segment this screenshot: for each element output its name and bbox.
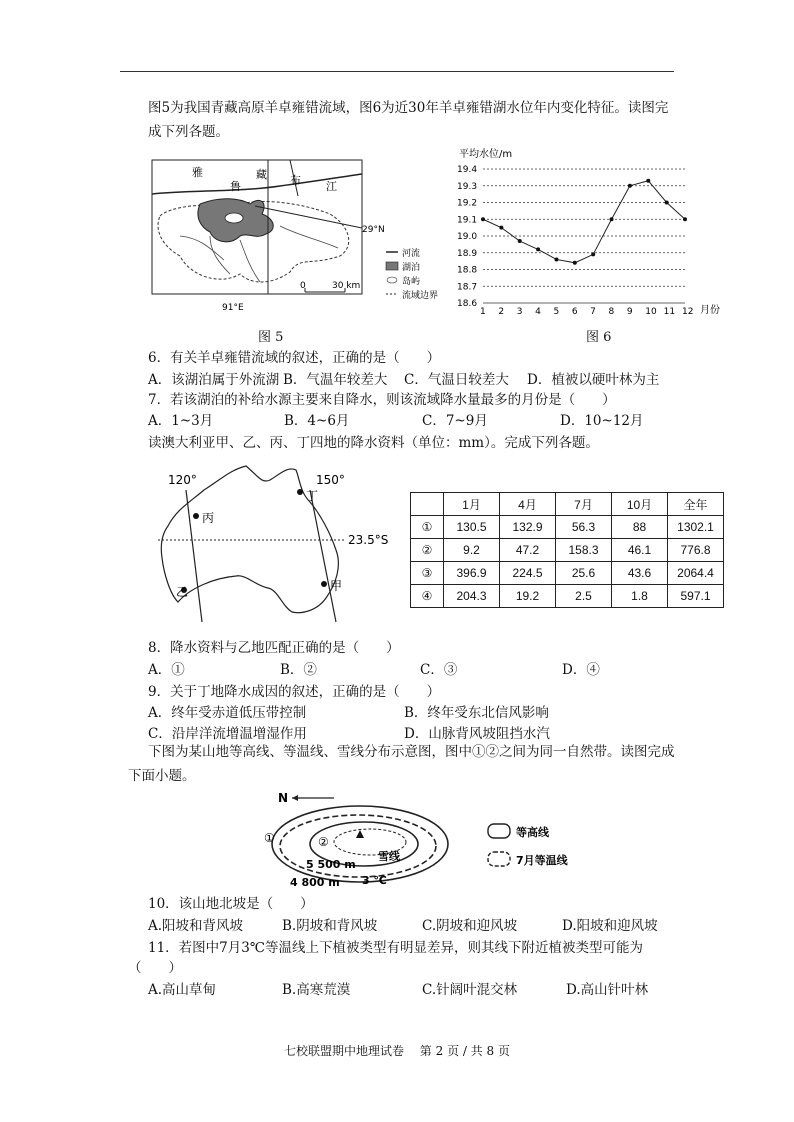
table-cell: ①	[411, 516, 444, 539]
snow-label: 雪线	[378, 850, 400, 863]
q11-stem-bracket: （ ）	[128, 960, 182, 976]
header-rule	[120, 71, 674, 72]
q10-option-d[interactable]: D.阳坡和迎风坡	[562, 918, 658, 934]
q10-stem: 10．该山地北坡是（ ）	[148, 896, 314, 912]
q11-option-b[interactable]: B.高寒荒漠	[282, 982, 351, 998]
data-point	[481, 217, 485, 221]
x-tick-label: 5	[553, 307, 560, 317]
series-line	[483, 181, 685, 263]
x-tick-label: 9	[626, 307, 633, 317]
q10-option-c[interactable]: C.阴坡和迎风坡	[422, 918, 518, 934]
y-tick-label: 19.2	[457, 198, 478, 209]
river-char-4: 布	[290, 174, 301, 187]
q10-option-b[interactable]: B.阴坡和背风坡	[282, 918, 378, 934]
table-cell: 47.2	[500, 539, 556, 562]
legend-boundary: 流域边界	[402, 291, 439, 301]
table-cell: 224.5	[500, 562, 556, 585]
table-header: 4月	[500, 493, 556, 516]
table-row	[411, 516, 724, 539]
data-point	[573, 261, 577, 265]
y-tick-label: 19.0	[457, 232, 478, 242]
island-shape	[225, 213, 243, 223]
table-cell: 56.3	[556, 516, 612, 539]
intro-paragraph-3: 下图为某山地等高线、等温线、雪线分布示意图，图中①②之间为同一自然带。读图完成下面小题。	[128, 744, 675, 784]
place-bing: 丙	[202, 511, 215, 525]
label-120: 120°	[168, 473, 197, 487]
table-cell: 1302.1	[668, 516, 724, 539]
y-tick-label: 18.8	[457, 265, 478, 276]
q11-stem: 11．若图中7月3℃等温线上下植被类型有明显差异，则其线下附近植被类型可能为	[148, 940, 643, 956]
chart-xlabel: 月份	[700, 305, 720, 316]
table-header-row	[411, 493, 724, 516]
table-row	[411, 585, 724, 608]
x-tick-label: 12	[682, 307, 694, 317]
q8-stem: 8．降水资料与乙地匹配正确的是（ ）	[148, 640, 400, 656]
legend-contour: 等高线	[516, 826, 549, 839]
isotherm-3c: 3 ℃	[362, 874, 387, 887]
table-cell: 1.8	[612, 585, 668, 608]
data-point	[610, 217, 614, 221]
australia-map	[150, 462, 400, 632]
table-cell: 204.3	[444, 585, 500, 608]
meridian-120	[186, 490, 202, 622]
table-cell: ④	[411, 585, 444, 608]
data-point	[646, 179, 650, 183]
mountain-diagram	[260, 790, 600, 890]
table-cell: 2.5	[556, 585, 612, 608]
north-label: N	[278, 791, 289, 805]
label-150: 150°	[316, 473, 345, 487]
q7-option-d[interactable]: D．10~12月	[560, 413, 644, 429]
label-tropic: 23.5°S	[348, 533, 389, 547]
q6-stem: 6．有关羊卓雍错流域的叙述，正确的是（ ）	[148, 350, 441, 366]
isotherm-line	[280, 815, 436, 877]
river-char-1: 雅	[192, 166, 203, 179]
y-tick-label: 19.3	[457, 181, 478, 192]
table-cell: 88	[612, 516, 668, 539]
x-tick-label: 2	[498, 307, 505, 317]
x-tick-label: 6	[571, 307, 578, 317]
scale-zero: 0	[300, 281, 306, 291]
table-cell: 597.1	[668, 585, 724, 608]
q8-option-c[interactable]: C．③	[420, 662, 458, 678]
river-char-2: 鲁	[230, 180, 241, 193]
marker-2: ②	[318, 835, 329, 849]
table-cell: 132.9	[500, 516, 556, 539]
table-cell: 776.8	[668, 539, 724, 562]
intro-paragraph-2: 读澳大利亚甲、乙、丙、丁四地的降水资料（单位：mm）。完成下列各题。	[148, 435, 599, 451]
data-point	[683, 217, 687, 221]
marker-1: ①	[264, 831, 275, 845]
q8-option-d[interactable]: D．④	[562, 662, 600, 678]
data-point	[536, 247, 540, 251]
table-cell: 130.5	[444, 516, 500, 539]
legend-isotherm: 7月等温线	[516, 854, 568, 867]
y-tick-label: 19.4	[457, 165, 478, 175]
q7-option-c[interactable]: C．7~9月	[422, 413, 488, 429]
data-point	[499, 226, 503, 230]
data-point	[665, 201, 669, 205]
data-point	[554, 257, 558, 261]
table-header: 10月	[612, 493, 668, 516]
table-cell: 158.3	[556, 539, 612, 562]
q11-option-c[interactable]: C.针阔叶混交林	[422, 982, 518, 998]
lon-label: 91°E	[222, 303, 244, 313]
table-cell: 25.6	[556, 562, 612, 585]
figure-6-caption: 图 6	[586, 330, 612, 345]
x-tick-label: 7	[590, 307, 596, 317]
q7-stem: 7．若该湖泊的补给水源主要来自降水，则该流域降水量最多的月份是（ ）	[148, 392, 616, 408]
table-row	[411, 562, 724, 585]
x-tick-label: 11	[663, 307, 676, 317]
q9-option-b[interactable]: B．终年受东北信风影响	[404, 705, 549, 721]
q6-option-b[interactable]: B．气温年较差大	[283, 372, 388, 388]
legend-lake: 湖泊	[402, 263, 421, 273]
place-yi: 乙	[176, 585, 189, 599]
table-cell: 46.1	[612, 539, 668, 562]
y-tick-label: 18.9	[457, 248, 478, 259]
q8-option-b[interactable]: B．②	[280, 662, 317, 678]
y-tick-label: 19.1	[457, 215, 478, 226]
precip-table	[410, 492, 724, 608]
table-row	[411, 539, 724, 562]
q10-option-a[interactable]: A.阳坡和背风坡	[148, 918, 244, 934]
place-ding: 丁	[306, 489, 319, 503]
contour-outer	[272, 806, 448, 882]
q11-option-a[interactable]: A.高山草甸	[148, 982, 217, 998]
q6-option-c[interactable]: C．气温日较差大	[404, 372, 509, 388]
table-cell: 43.6	[612, 562, 668, 585]
table-header: 7月	[556, 493, 612, 516]
contour-5500: 5 500 m	[306, 858, 356, 871]
figure-6-chart	[455, 145, 725, 320]
table-cell: ②	[411, 539, 444, 562]
data-point	[628, 184, 632, 188]
contour-4800: 4 800 m	[290, 876, 340, 889]
q9-stem: 9．关于丁地降水成因的叙述，正确的是（ ）	[148, 684, 441, 700]
river-char-3: 藏	[256, 168, 267, 181]
page-footer: 七校联盟期中地理试卷 第 2 页 / 共 8 页	[283, 1044, 510, 1058]
legend-island: 岛屿	[402, 277, 421, 287]
q6-option-a[interactable]: A．该湖泊属于外流湖	[148, 372, 280, 388]
data-point	[518, 239, 522, 243]
figure-5-map	[150, 156, 450, 316]
y-tick-label: 18.6	[457, 299, 478, 309]
table-header: 全年	[668, 493, 724, 516]
q9-option-a[interactable]: A．终年受赤道低压带控制	[148, 705, 307, 721]
place-jia: 甲	[330, 579, 343, 593]
y-tick-label: 18.7	[457, 282, 478, 293]
q7-option-a[interactable]: A．1~3月	[148, 413, 214, 429]
x-tick-label: 4	[535, 307, 541, 317]
x-tick-label: 8	[608, 307, 615, 317]
lat-label: 29°N	[362, 225, 385, 235]
chart-ylabel: 平均水位/m	[459, 149, 513, 160]
scale-30km: 30 km	[332, 281, 361, 291]
table-header: 1月	[444, 493, 500, 516]
river-char-5: 江	[326, 180, 337, 193]
x-tick-label: 10	[645, 307, 657, 317]
q9-option-d[interactable]: D．山脉背风坡阻挡水汽	[404, 726, 550, 742]
table-cell: 19.2	[500, 585, 556, 608]
table-cell: ③	[411, 562, 444, 585]
q7-option-b[interactable]: B．4~6月	[284, 413, 350, 429]
q8-option-a[interactable]: A．①	[148, 662, 185, 678]
q6-option-d[interactable]: D．植被以硬叶林为主	[527, 372, 660, 388]
intro-paragraph-1: 图5为我国青藏高原羊卓雍错流域，图6为近30年羊卓雍错湖水位年内变化特征。读图完成下列各题。	[148, 100, 669, 140]
legend-river: 河流	[402, 249, 421, 259]
q11-option-d[interactable]: D.高山针叶林	[566, 982, 649, 998]
table-cell: 2064.4	[668, 562, 724, 585]
q9-option-c[interactable]: C．沿岸洋流增温增湿作用	[148, 726, 307, 742]
figure-5-caption: 图 5	[258, 330, 284, 345]
table-cell: 9.2	[444, 539, 500, 562]
x-tick-label: 1	[480, 307, 486, 317]
data-point	[591, 252, 595, 256]
table-header	[411, 493, 444, 516]
x-tick-label: 3	[516, 307, 523, 317]
table-cell: 396.9	[444, 562, 500, 585]
